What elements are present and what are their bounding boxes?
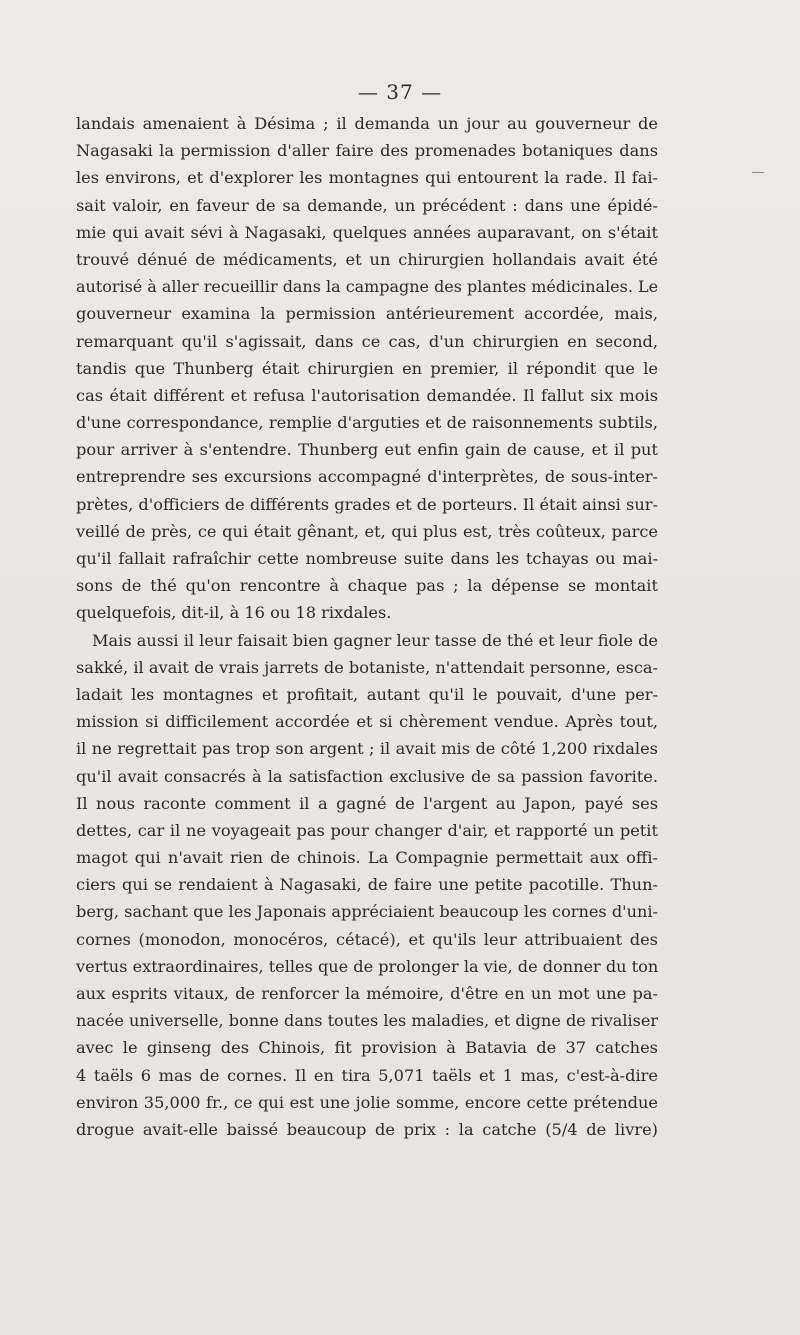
text-line: remarquant qu'il s'agissait, dans ce cas, d'un chirurgien en second, — [76, 331, 658, 351]
text-line: cornes (monodon, monocéros, cétacé), et qu'ils leur attribuaient des — [76, 929, 658, 949]
text-line: environ 35,000 fr., ce qui est une jolie somme, encore cette prétendue — [76, 1092, 658, 1112]
text-line: mission si difficilement accordée et si chèrement vendue. Après tout, — [76, 712, 658, 732]
body-text — [76, 110, 658, 1143]
text-line: pour arriver à s'entendre. Thunberg eut enfin gain de cause, et il put — [76, 440, 658, 460]
text-line: sons de thé qu'on rencontre à chaque pas ; la dépense se montait — [76, 576, 658, 596]
text-line: nacée universelle, bonne dans toutes les maladies, et digne de rivaliser — [76, 1011, 658, 1031]
text-line: il ne regrettait pas trop son argent ; il avait mis de côté 1,200 rixdales — [76, 739, 658, 759]
text-line: quelquefois, dit-il, à 16 ou 18 rixdales. — [76, 603, 392, 623]
text-line: aux esprits vitaux, de renforcer la mémoire, d'être en un mot une pa- — [76, 984, 658, 1003]
text-line: les environs, et d'explorer les montagnes qui entourent la rade. Il fai- — [76, 168, 658, 188]
text-line: ladait les montagnes et profitait, autant qu'il le pouvait, d'une per- — [76, 684, 658, 704]
text-line: tandis que Thunberg était chirurgien en premier, il répondit que le — [76, 358, 658, 378]
text-line: avec le ginseng des Chinois, fit provision à Batavia de 37 catches — [76, 1038, 658, 1058]
text-line: Nagasaki la permission d'aller faire des promenades botaniques dans — [76, 141, 658, 161]
text-line: berg, sachant que les Japonais appréciaient beaucoup les cornes d'uni- — [76, 902, 658, 922]
text-line: qu'il fallait rafraîchir cette nombreuse suite dans les tchayas ou mai- — [76, 549, 658, 568]
text-line: cas était différent et refusa l'autorisation demandée. Il fallut six mois — [76, 385, 658, 405]
text-line: Mais aussi il leur faisait bien gagner leur tasse de thé et leur fiole de — [92, 630, 658, 650]
text-line: entreprendre ses excursions accompagné d'interprètes, de sous-inter- — [76, 467, 658, 487]
margin-dash-mark — [752, 172, 764, 173]
text-line: mie qui avait sévi à Nagasaki, quelques années auparavant, on s'était — [76, 222, 658, 242]
text-line: d'une correspondance, remplie d'arguties et de raisonnements subtils, — [76, 413, 658, 433]
text-line: drogue avait-elle baissé beaucoup de prix : la catche (5/4 de livre) — [76, 1119, 658, 1139]
text-line: sait valoir, en faveur de sa demande, un précédent : dans une épidé- — [76, 195, 658, 215]
text-line: 4 taëls 6 mas de cornes. Il en tira 5,071 taëls et 1 mas, c'est-à-dire — [76, 1065, 658, 1085]
text-line: sakké, il avait de vrais jarrets de botaniste, n'attendait personne, esca- — [76, 657, 658, 677]
text-line: magot qui n'avait rien de chinois. La Compagnie permettait aux offi- — [76, 848, 658, 868]
text-line: dettes, car il ne voyageait pas pour changer d'air, et rapporté un petit — [76, 820, 658, 840]
text-line: prètes, d'officiers de différents grades et de porteurs. Il était ainsi sur- — [76, 494, 658, 514]
text-line: vertus extraordinaires, telles que de prolonger la vie, de donner du ton — [76, 956, 659, 976]
text-line: trouvé dénué de médicaments, et un chirurgien hollandais avait été — [76, 249, 658, 269]
text-line: landais amenaient à Désima ; il demanda un jour au gouverneur de — [76, 114, 658, 133]
text-line: ciers qui se rendaient à Nagasaki, de faire une petite pacotille. Thun- — [76, 875, 658, 895]
text-line: Il nous raconte comment il a gagné de l'argent au Japon, payé ses — [76, 793, 658, 813]
text-line: autorisé à aller recueillir dans la campagne des plantes médicinales. Le — [76, 277, 659, 297]
text-line: veillé de près, ce qui était gênant, et, qui plus est, très coûteux, parce — [76, 521, 658, 541]
page-number-header: — 37 — — [357, 80, 443, 104]
text-line: qu'il avait consacrés à la satisfaction exclusive de sa passion favorite. — [76, 766, 658, 786]
text-line: gouverneur examina la permission antérieurement accordée, mais, — [76, 304, 658, 324]
